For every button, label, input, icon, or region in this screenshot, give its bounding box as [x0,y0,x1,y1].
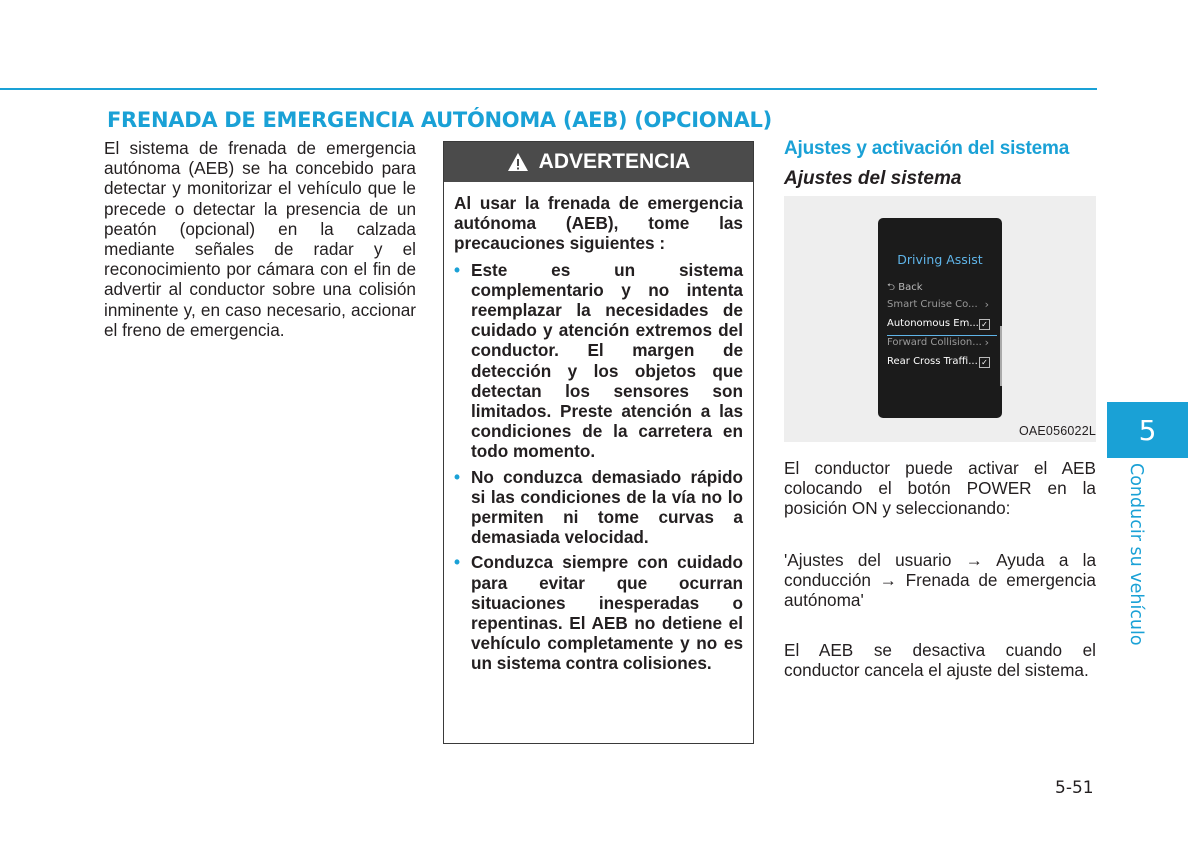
warning-bullet-text: Este es un sistema complementario y no intenta reemplazar la necesidades de cuidado y atención extremos del conductor. El margen de detección y los objetos que detectan los sensores son limitados. Preste atención a las condiciones de la carretera en todo momento. [471,259,743,462]
checkbox-icon[interactable]: ✓ [979,357,990,368]
warning-intro: Al usar la frenada de emergencia autónoma (AEB), tome las precauciones siguientes : [454,193,743,254]
bullet-icon: • [454,552,461,573]
bullet-icon: • [454,259,461,280]
warning-bullet-text: Conduzca siempre con cuidado para evitar que ocurran situaciones inesperadas o repentinas. El AEB no detiene el vehículo completamente y no es un sistema contra colisiones. [471,552,743,674]
back-label: Back [898,282,923,293]
warning-bullet-item [454,552,743,673]
menu-panel [882,252,998,420]
menu-item-autonomous-emergency[interactable] [887,318,997,336]
warning-bullet-text: No conduzca demasiado rápido si las condiciones de la vía no lo permiten ni tome curvas a demasiada velocidad. [471,466,743,548]
chevron-right-icon: › [984,298,989,311]
warning-list [454,260,743,674]
menu-item-smart-cruise[interactable] [887,299,997,316]
chevron-right-icon: › [984,336,989,349]
menu-item-label: Smart Cruise Co... [887,299,978,310]
warning-triangle-icon [507,152,529,172]
menu-item-label: Autonomous Em... [887,318,979,329]
menu-item-rear-cross-traffic[interactable] [887,356,997,373]
chapter-name: Conducir su vehículo [1126,463,1146,646]
warning-bullet-item [454,467,743,548]
warning-body [444,182,753,674]
menu-item-forward-collision[interactable] [887,337,997,354]
warning-title: ADVERTENCIA [538,150,691,173]
top-rule [0,88,1097,90]
settings-subheading: Ajustes del sistema [784,168,962,189]
menu-path-paragraph: 'Ajustes del usuario → Ayuda a la conducción → Frenada de emergencia autónoma' [784,550,1096,611]
menu-back-button[interactable] [887,280,997,297]
section-title: FRENADA DE EMERGENCIA AUTÓNOMA (AEB) (OPCIONAL) [107,108,772,132]
deactivation-paragraph: El AEB se desactiva cuando el conductor cancela el ajuste del sistema. [784,640,1096,681]
warning-header [444,142,753,182]
checkbox-icon[interactable]: ✓ [979,319,990,330]
back-arrow-icon: ⮌ [887,282,896,293]
settings-figure [784,196,1096,442]
warning-bullet-item [454,260,743,462]
chapter-number-tab: 5 [1107,402,1188,458]
menu-scrollbar[interactable] [1000,326,1002,386]
settings-heading: Ajustes y activación del sistema [784,138,1070,159]
menu-item-label: Rear Cross Traffi... [887,356,978,367]
display-screen [878,218,1002,418]
menu-item-label: Forward Collision... [887,337,982,348]
bullet-icon: • [454,466,461,487]
activation-paragraph: El conductor puede activar el AEB colocando el botón POWER en la posición ON y seleccionando: [784,458,1096,519]
warning-box [443,141,754,744]
page-number: 5-51 [1055,778,1094,798]
menu-title: Driving Assist [897,252,983,267]
figure-code: OAE056022L [1018,424,1096,438]
intro-paragraph: El sistema de frenada de emergencia autónoma (AEB) se ha concebido para detectar y monitorizar el vehículo que le precede o detectar la presencia de un peatón (opcional) en la calzada mediante señales de radar y el reconocimiento por cámara con el fin de advertir al conductor sobre una colisión inminente y, en caso necesario, accionar el freno de emergencia. [104,138,416,340]
